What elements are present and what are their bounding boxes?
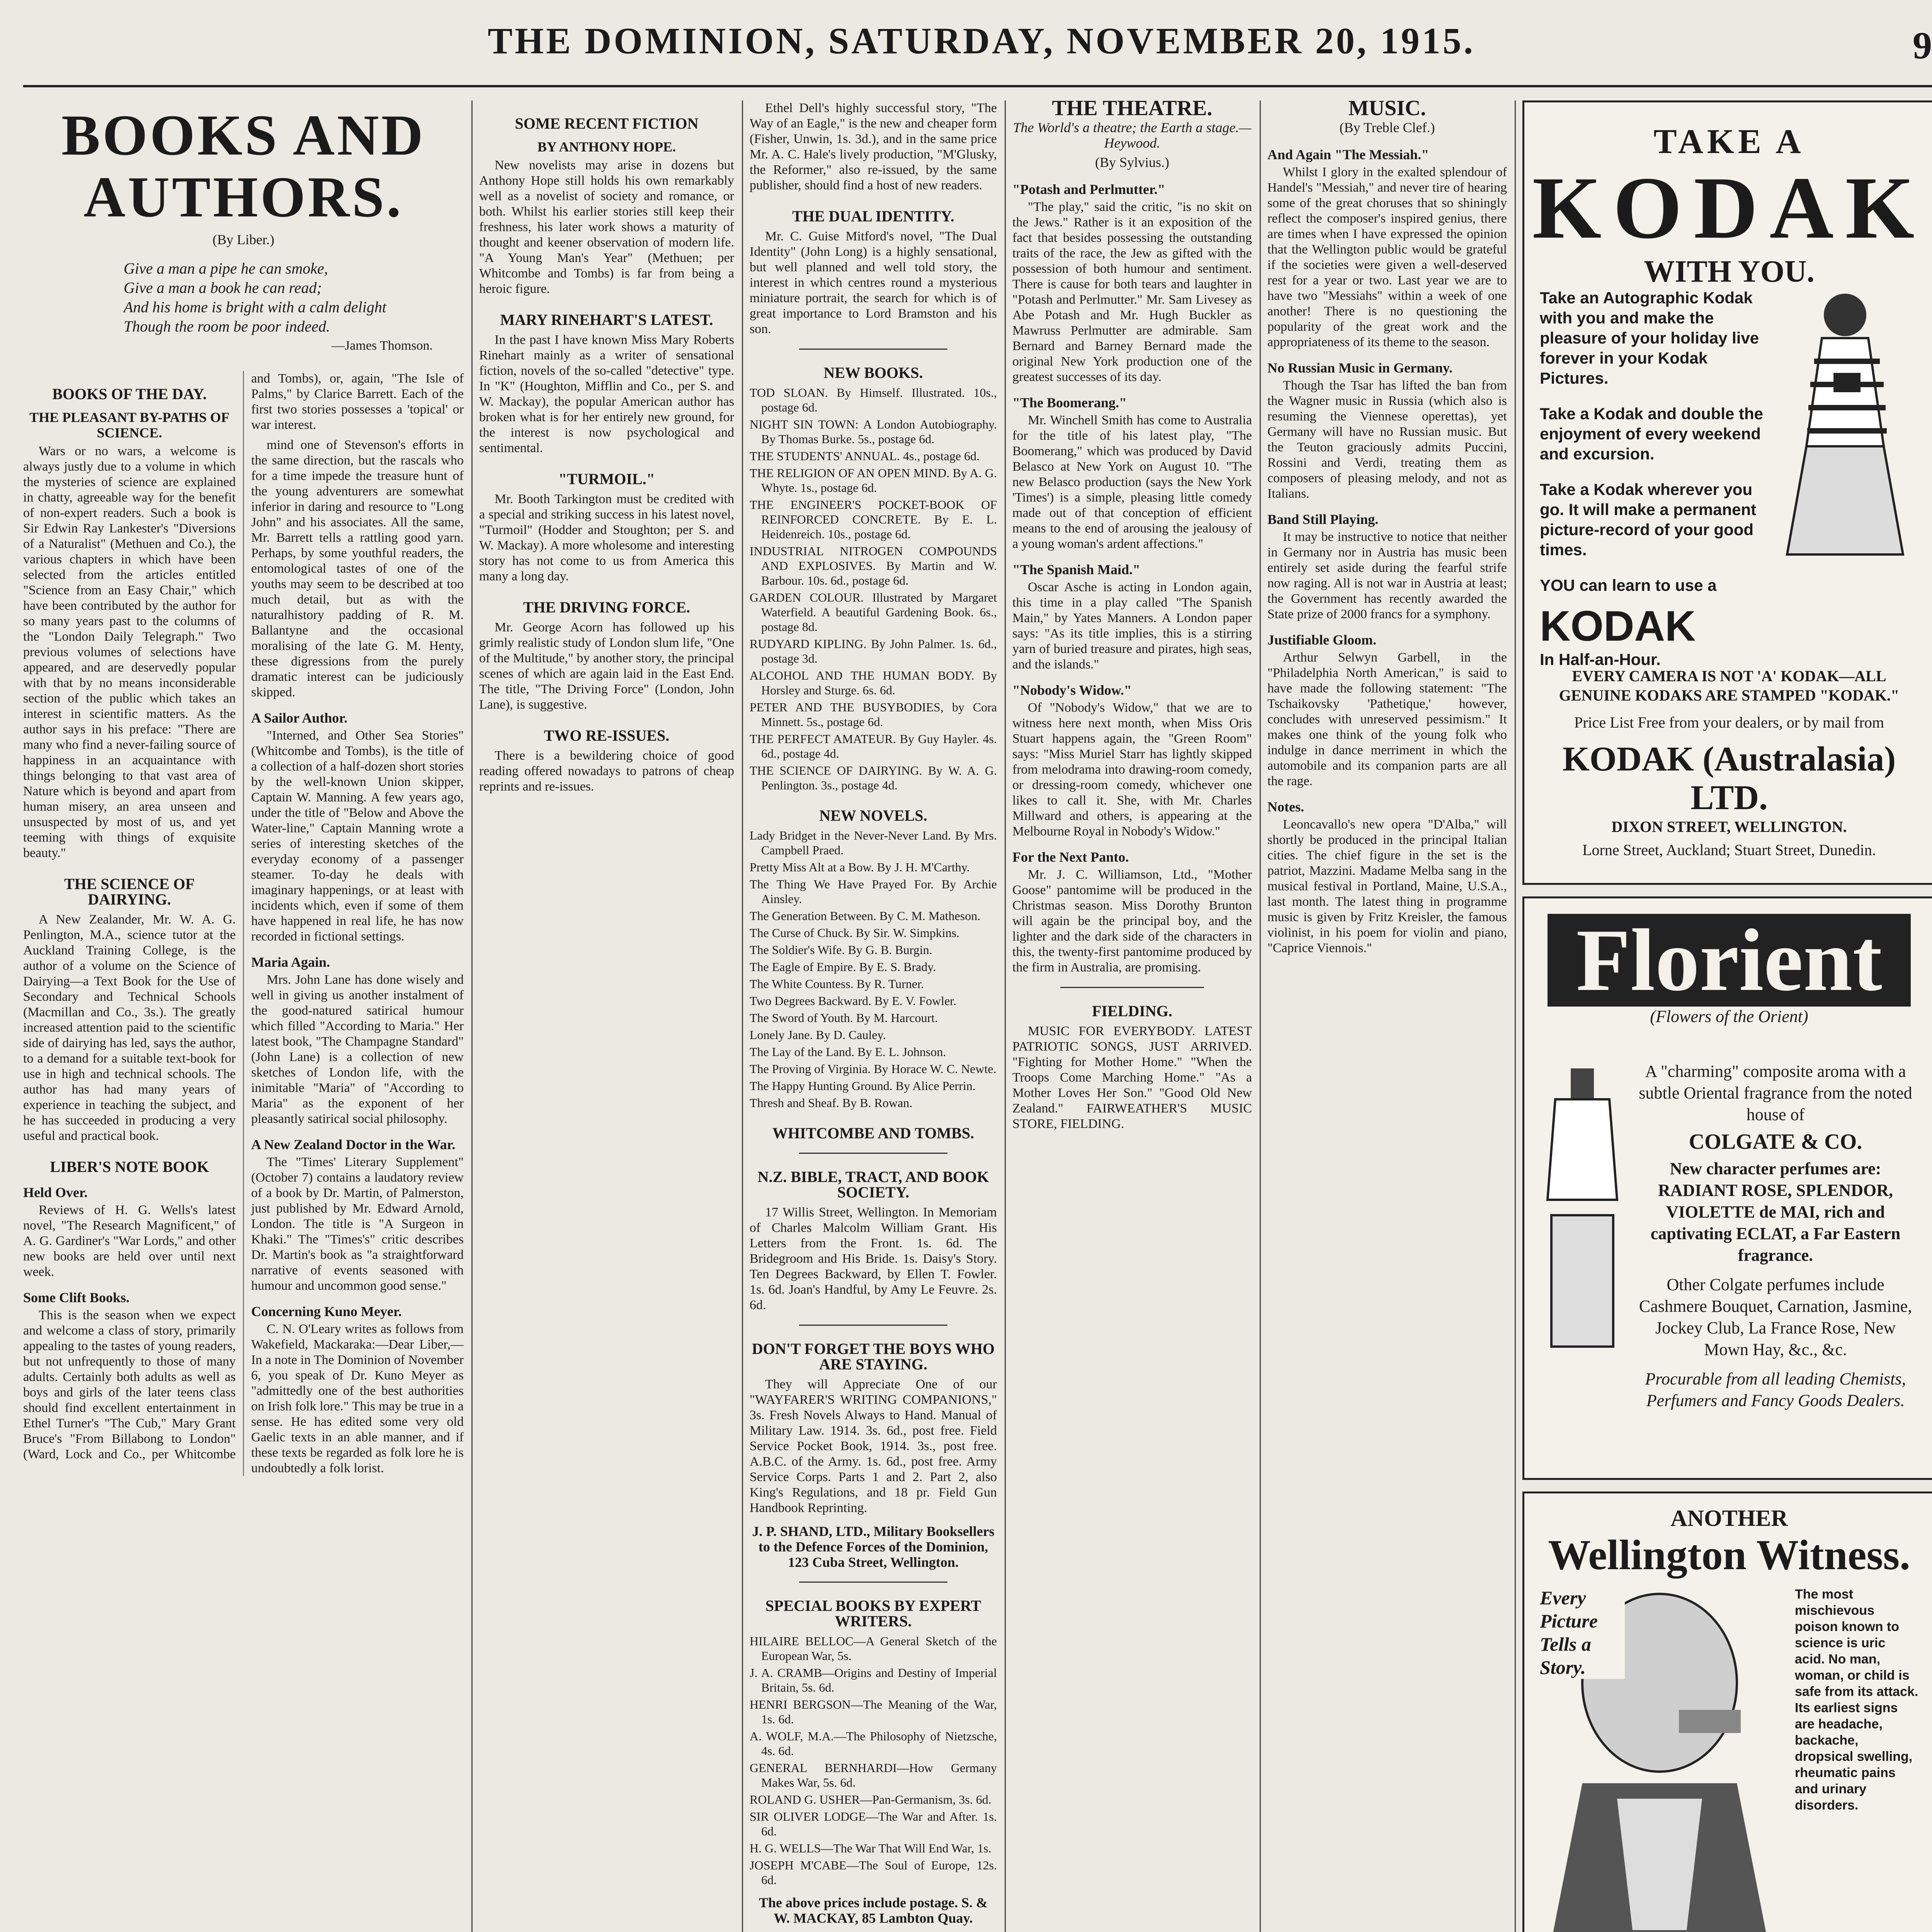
dont-forget-heading: DON'T FORGET THE BOYS WHO ARE STAYING.: [752, 1340, 995, 1373]
poem-line: And his home is bright with a calm delight: [124, 298, 386, 316]
poem-line: Give a man a book he can read;: [124, 279, 322, 296]
theatre-text: Mr. J. C. Williamson, Ltd., "Mother Goose" pantomime will be produced in the Christmas season. Miss Dorothy Brunton will again be the principal boy, and the lighter and the dark side of the characters in this, the twenty-first pantomime produced by the firm in Australia, are promising.: [1012, 867, 1252, 975]
column-3: [750, 100, 997, 1932]
list-item: ROLAND G. USHER—Pan-Germanism, 3s. 6d.: [750, 1793, 992, 1806]
theatre-text: Oscar Asche is acting in London again, this time in a play called "The Spanish Main," by Yates Manners. A London paper says: "As its title implies, this is a stirring yarn of buried treasure and pirates, high seas, and the islands.": [1012, 580, 1252, 672]
kodak-wordmark: KODAK: [1540, 602, 1696, 650]
music-text: Though the Tsar has lifted the ban from the Wagner music in Russia (which also is resuming the Viennese operettas), yet Germany will have no Russian music. But the Teuton graciously admits Puccini, Rossini and Verdi, treating them as composers of pleasing melody, and not as Italians.: [1267, 378, 1507, 501]
list-item: J. A. CRAMB—Origins and Destiny of Imperial Britain, 5s. 6d.: [750, 1666, 997, 1694]
books-of-day-text: Wars or no wars, a welcome is always justly due to a volume in which the mysteries of science are explained in chatty, agreeable way for the benefit of non-expert readers. Such a book is Sir Edwin Ray Lankester's "Diversions of a Naturalist" (Methuen and Co.), the various chapters in which have been selected from the articles entitled "Science from an Easy Chair," which have been contributed by the author for so many years past to the columns of the "London Daily Telegraph." Two previous volumes of selections have appeared, and are deservedly popular with that by no means inconsiderable section of the public which takes an interest in scientific matters. As the author says in his preface: "There are many who find a never-failing source of happiness in an acquaintance with things belonging to that vast area of Nature which is beyond and apart from human misery, an area unseen and unsuspected by most of us, and yet teeming with things of exquisite beauty.": [23, 444, 236, 860]
dual-identity-heading: THE DUAL IDENTITY.: [792, 207, 954, 225]
newspaper-page: [23, 15, 1932, 1932]
page-number: 9: [1913, 24, 1932, 67]
dairying-heading: THE SCIENCE OF DAIRYING.: [64, 875, 195, 908]
list-item: Lady Bridget in the Never-Never Land. By Mrs. Campbell Praed.: [750, 828, 997, 857]
list-item: Pretty Miss Alt at a Bow. By J. H. M'Carthy.: [750, 860, 970, 874]
divider: [799, 349, 947, 350]
bible-society-text: 17 Willis Street, Wellington. In Memoriam of Charles Malcolm William Grant. His Letters from the Front. 1s. 6d. The Bridegroom and His Bride. 1s. Daisy's Story. Ten Degrees Backward, by Ellen T. Fowler. 1s. 6d. Joan's Handful, by Amy Le Feuvre. 2s. 6d.: [750, 1205, 997, 1312]
florient-subtitle: (Flowers of the Orient): [1650, 1007, 1808, 1026]
list-item: The Happy Hunting Ground. By Alice Perrin.: [750, 1079, 976, 1093]
theatre-text: "The play," said the critic, "is no skit on the Jews." Rather is it an exposition of the fact that besides possessing the outstanding traits of the race, the Jew as gifted with the possession of both humour and sentiment. There is cause for both tears and laughter in "Potash and Perlmutter." Mr. Sam Livesey as Abe Potash and Mr. Hugh Buckler as Mawruss Perlmutter are admirable. Sam Bernard and Barney Bernard made the original New York production one of the greatest successes of its day.: [1012, 200, 1252, 384]
anthony-hope-subheading: BY ANTHONY HOPE.: [537, 139, 676, 155]
list-item: THE ENGINEER'S POCKET-BOOK OF REINFORCED CONCRETE. By E. L. Heidenreich. 10s., postage 6d.: [750, 498, 997, 541]
books-byline: (By Liber.): [213, 232, 274, 247]
reissues-heading: TWO RE-ISSUES.: [544, 727, 670, 744]
kodak-warning: EVERY CAMERA IS NOT 'A' KODAK—ALL GENUINE KODAKS ARE STAMPED "KODAK.": [1559, 667, 1900, 704]
doans-side-copy: The most mischievous poison known to science is uric acid. No man, woman, or child is safe from its attack. Its earliest signs are headache, backache, dropsical swelling, rheumatic pains and urinary disorders.: [1795, 1587, 1918, 1813]
reissues-continued-text: Ethel Dell's highly successful story, "The Way of an Eagle," is the new and cheaper form (Fisher, Unwin, 1s. 3d.), and in the same price Mr. A. C. Hale's lively production, "M'Glusky, the Reformer," also re-issued, by the same publisher, should find a host of new readers.: [750, 101, 997, 192]
divider: [799, 1153, 947, 1154]
column-rule: [742, 100, 743, 1932]
col1-subcolumns: [23, 371, 464, 1476]
perfume-bottle-illustration: [1540, 1061, 1625, 1354]
music-heading: Band Still Playing.: [1267, 512, 1379, 527]
woman-with-camera-illustration: [1772, 284, 1918, 562]
poem-attribution: —James Thomson.: [332, 338, 433, 353]
col2-continued-text: mind one of Stevenson's efforts in the same direction, but the rascals who for a time impede the treasure hunt of the young adventurers are somewhat inferior in daring and resource to "Long John" and his associates. All the same, Mr. Barrett tells a rattling good yarn. Perhaps, by some youthful readers, the entomological tastes of one of the youths may seem to be described at too much detail, but as with the naturalhistory padding of R. M. Ballantyne and the occasional moralising of the late G. M. Henty, these digressions from the purely dramatic interest can be judiciously skipped.: [251, 438, 464, 699]
list-item: TOD SLOAN. By Himself. Illustrated. 10s., postage 6d.: [750, 386, 997, 414]
new-books-list: [750, 385, 997, 793]
kodak-half-hour: In Half-an-Hour.: [1540, 650, 1661, 668]
kodak-company: KODAK (Australasia) LTD.: [1562, 740, 1896, 817]
list-item: The Thing We Have Prayed For. By Archie Ainsley.: [750, 877, 997, 906]
list-item: Lonely Jane. By D. Cauley.: [750, 1028, 886, 1042]
theatre-heading: "Nobody's Widow.": [1012, 682, 1132, 698]
list-item: JOSEPH M'CABE—The Soul of Europe, 12s. 6d.: [750, 1858, 997, 1887]
music-heading: Notes.: [1267, 799, 1304, 815]
divider: [1060, 987, 1204, 988]
theatre-heading: "Potash and Perlmutter.": [1012, 182, 1165, 197]
music-text: It may be instructive to notice that neither in Germany nor in Austria has music been entirely set aside during the fearful strife now raging. All is not war in Austria at least; the Government has recently awarded the State prize of 2000 francs for a symphony.: [1267, 530, 1507, 621]
masthead: [23, 15, 1932, 87]
list-item: The Lay of the Land. By E. L. Johnson.: [750, 1045, 946, 1059]
music-byline: (By Treble Clef.): [1339, 120, 1435, 135]
reissues-text: There is a bewildering choice of good reading offered nowadays to patrons of cheap reprints and re-issues.: [479, 748, 734, 794]
poem-line: Give a man a pipe he can smoke,: [124, 260, 328, 277]
theatre-title: THE THEATRE.: [1052, 100, 1213, 120]
rinehart-text: In the past I have known Miss Mary Roberts Rinehart mainly as a writer of sensational fiction, novels of the so-called "detective" type. In "K" (Houghton, Mifflin and Co., per S. and W. Mackay), the popular American author has broken what is for her entirely new ground, for the interest is now psychological and sentimental.: [479, 333, 734, 455]
kodak-logo: KODAK: [1532, 158, 1926, 257]
list-item: The Soldier's Wife. By G. B. Burgin.: [750, 943, 932, 957]
column-rule: [1515, 100, 1516, 1932]
list-item: PETER AND THE BUSYBODIES, by Cora Minnett. 5s., postage 6d.: [750, 700, 997, 729]
nz-doctor-text: The "Times' Literary Supplement" (October 7) contains a laudatory review of a book by Dr. Martin, of Palmerston, just published by Mr. Edward Arnold, London. The title is "A Surgeon in Khaki." The "Times's" critic describes Dr. Martin's book as "a straightforward narrative of events seasoned with humour and uncommon good sense.": [251, 1155, 464, 1293]
column-1: [23, 100, 464, 1932]
column-rule: [471, 100, 473, 1932]
kodak-address: DIXON STREET, WELLINGTON.: [1611, 818, 1847, 835]
gift-books-text: This is the season when we expect and welcome a class of story, primarily appealing to the tastes of young readers, but not unfrequently to those of many adults. Certainly both adults as well as boys and girls of the later teens class should find excellent entertainment in Ethel Turner's "The Cub," Mary Grant Bruce's "From Billabong to London" (Ward, Lock and Co., per Whitcombe and Tombs), or, again, "The Isle of Palms," by Clarice Barrett. Each of the first two stories possesses a 'topical' or war interest.: [23, 371, 464, 1461]
new-novels-list: [750, 828, 997, 1110]
music-title: MUSIC.: [1348, 100, 1426, 120]
column-rule: [1005, 100, 1006, 1932]
expert-books-heading: SPECIAL BOOKS BY EXPERT WRITERS.: [765, 1597, 981, 1630]
kuno-meyer-text: C. N. O'Leary writes as follows from Wakefield, Mackaraka:—Dear Liber,—In a note in The Dominion of November 6, you speak of Dr. Kuno Meyer as "admittedly one of the best authorities on Irish folk lore." This may be true in a sense. He has edited some very old Gaelic texts in an able manner, and if these texts be regarded as folk lore he is undoubtedly a folk lorist.: [251, 1322, 464, 1475]
list-item: SIR OLIVER LODGE—The War and After. 1s. 6d.: [750, 1810, 997, 1838]
dairying-text: A New Zealander, Mr. W. A. G. Penlington, M.A., science tutor at the Auckland Training College, is the author of a volume on the Science of Dairying—a Text Book for the Use of Secondary and Technical Schools (Macmillan and Co., 3s.). The greatly increased attention paid to the scientific side of dairying has led, says the author, to a demand for a suitable text-book for use in high and technical schools. The author has had many years of experience in teaching the subject, and he has succeeded in producing a very useful and practical book.: [23, 912, 236, 1143]
theatre-heading: "The Boomerang.": [1012, 395, 1127, 410]
doans-headline: Wellington Witness.: [1548, 1531, 1910, 1578]
list-item: INDUSTRIAL NITROGEN COMPOUNDS AND EXPLOSIVES. By Martin and W. Barbour. 10s. 6d., postage 6d.: [750, 544, 997, 587]
maria-again-text: Mrs. John Lane has done wisely and well in giving us another instalment of the good-natured satirical humour which filled "According to Maria." Her latest book, "The Champagne Standard" (John Lane) is a collection of new sketches of London life, with the inimitable "Maria" of "According to Maria" as the exponent of her pleasantly satirical social philosophy.: [251, 973, 464, 1126]
divider: [799, 1325, 947, 1326]
books-poem: [124, 259, 464, 355]
divider: [799, 1582, 947, 1583]
column-2: [479, 100, 734, 1932]
kodak-para: Take an Autographic Kodak with you and make the pleasure of your holiday live forever in your Kodak Pictures.: [1540, 289, 1759, 387]
list-item: A. WOLF, M.A.—The Philosophy of Nietzsche, 4s. 6d.: [750, 1729, 997, 1758]
rinehart-heading: MARY RINEHART'S LATEST.: [500, 311, 713, 328]
list-item: The Generation Between. By C. M. Matheson.: [750, 909, 981, 923]
list-item: The Sword of Youth. By M. Harcourt.: [750, 1011, 938, 1025]
kodak-para: Take a Kodak wherever you go. It will make a permanent picture-record of your good times.: [1540, 480, 1757, 559]
driving-force-heading: THE DRIVING FORCE.: [523, 599, 690, 616]
kodak-para: Take a Kodak and double the enjoyment of every weekend and excursion.: [1540, 405, 1763, 463]
column-rule: [1260, 100, 1261, 1932]
list-item: HENRI BERGSON—The Meaning of the War, 1s. 6d.: [750, 1697, 997, 1726]
music-column: [1267, 100, 1507, 1932]
music-heading: And Again "The Messiah.": [1267, 147, 1429, 162]
fielding-music-ad: MUSIC FOR EVERYBODY. LATEST PATRIOTIC SONGS, JUST ARRIVED. "Fighting for Mother Home." "When the Troops Come Marching Home." "As a Mother Loves Her Son." "Good Old New Zealand." FAIRWEATHER'S MUSIC STORE, FIELDING.: [1012, 1024, 1252, 1131]
kodak-advertisement: [1522, 100, 1932, 885]
list-item: Thresh and Sheaf. By B. Rowan.: [750, 1096, 913, 1110]
kuno-meyer-heading: Concerning Kuno Meyer.: [251, 1304, 402, 1319]
list-item: The Proving of Virginia. By Horace W. C. Newte.: [750, 1062, 997, 1076]
science-byways-subheading: THE PLEASANT BY-PATHS OF SCIENCE.: [29, 410, 230, 440]
florient-para: Other Colgate perfumes include Cashmere Bouquet, Carnation, Jasmine, Jockey Club, La France Rose, New Mown Hay, &c., &c.: [1639, 1275, 1912, 1359]
theatre-heading: "The Spanish Maid.": [1012, 562, 1141, 577]
theatre-text: Of "Nobody's Widow," that we are to witness here next month, when Miss Oris Stuart happens again, the "Green Room" says: "Miss Muriel Starr has lightly skipped from melodrama into drawing-room comedy, or dressing-room comedy, whichever one likes to call it. She, with Mr. Charles Millward and others, is appearing at the Melbourne Royal in Nobody's Widow.": [1012, 701, 1252, 838]
shand-address: J. P. SHAND, LTD., Military Booksellers to the Defence Forces of the Dominion, 123 Cuba Street, Wellington.: [752, 1524, 995, 1570]
dual-identity-text: Mr. C. Guise Mitford's novel, "The Dual Identity" (John Long) is a highly sensational, but well planned and well told story, the interest in which centres round a mysterious miniature portrait, the search for which is of great importance to Lord Bramston and his son.: [750, 229, 997, 336]
theatre-byline: (By Sylvius.): [1095, 155, 1170, 170]
kodak-take-a: TAKE A: [1653, 122, 1805, 161]
music-text: Leoncavallo's new opera "D'Alba," will shortly be produced in the principal Italian cities. The chief figure in the set is the patriot, Mazzini. Madame Melba sang in the musical festival in Portland, Maine, U.S.A., last month. The latest thing in programme music is given by Fritz Kreisler, the famous violinist, in his poem for violin and piano, "Caprice Viennois.": [1267, 817, 1507, 955]
doans-another: ANOTHER: [1670, 1505, 1788, 1531]
music-heading: No Russian Music in Germany.: [1267, 360, 1453, 376]
list-item: THE SCIENCE OF DAIRYING. By W. A. G. Penlington. 3s., postage 4d.: [750, 764, 997, 792]
recent-fiction-heading: SOME RECENT FICTION: [515, 115, 699, 132]
list-item: GARDEN COLOUR. Illustrated by Margaret Waterfield. A beautiful Gardening Book. 6s., postage 8d.: [750, 590, 997, 634]
expert-books-list: [750, 1634, 997, 1887]
theatre-column: [1012, 100, 1252, 1932]
list-item: RUDYARD KIPLING. By John Palmer. 1s. 6d., postage 3d.: [750, 637, 997, 665]
florient-para: A "charming" composite aroma with a subtle Oriental fragrance from the noted house of: [1639, 1062, 1912, 1124]
masthead-title: THE DOMINION, SATURDAY, NOVEMBER 20, 1915.: [488, 20, 1475, 61]
colgate-name: COLGATE & CO.: [1689, 1130, 1862, 1154]
whitcombe-tombs-heading: WHITCOMBE AND TOMBS.: [772, 1124, 974, 1142]
florient-advertisement: [1522, 896, 1932, 1480]
driving-force-text: Mr. George Acorn has followed up his grimly realistic study of London slum life, "One of the Multitude," by another story, the principal scenes of which are again laid in the East End. The title, "The Driving Force" (London, John Lane), is suggestive.: [479, 620, 734, 712]
recent-fiction-text: New novelists may arise in dozens but Anthony Hope still holds his own remarkably well as a novelist of society and romance, or both. Whilst his earlier stories still keep their freshness, his later work shows a maturity of thought and keener observation of modern life. "A Young Man's Year" (Methuen; per Whitcombe and Tombs) is far from being a heroic figure.: [479, 158, 734, 296]
list-item: Two Degrees Backward. By E. V. Fowler.: [750, 994, 957, 1008]
list-item: THE STUDENTS' ANNUAL. 4s., postage 6d.: [750, 449, 980, 463]
list-item: GENERAL BERNHARDI—How Germany Makes War, 5s. 6d.: [750, 1761, 997, 1789]
florient-para: New character perfumes are: RADIANT ROSE, SPLENDOR, VIOLETTE de MAI, rich and captivating ECLAT, a Far Eastern fragrance.: [1650, 1159, 1901, 1265]
new-novels-heading: NEW NOVELS.: [819, 807, 927, 824]
nz-doctor-heading: A New Zealand Doctor in the War.: [251, 1137, 456, 1152]
kodak-branches: Lorne Street, Auckland; Stuart Street, Dunedin.: [1582, 841, 1876, 859]
doans-caption: Every Picture Tells a Story.: [1540, 1586, 1625, 1679]
held-over-text: Reviews of H. G. Wells's latest novel, "The Research Magnificent," of A. G. Gardiner's "War Lords," and other new books are held over until next week.: [23, 1203, 236, 1279]
sailor-author-text: "Interned, and Other Sea Stories" (Whitcombe and Tombs), is the title of a collection of a half-dozen short stories by the well-known Union skipper, Captain W. Manning. A few years ago, under the title of "Below and Above the Water-line," Captain Manning wrote a series of interesting sketches of the everyday economy of a passenger steamer. To-day he deals with imaginary happenings, or at least with incidents which, even if some of them have happened in real life, he has now recorded in fictional settings.: [251, 728, 464, 944]
sailor-author-heading: A Sailor Author.: [251, 710, 348, 726]
florient-logo: Florient: [1548, 914, 1911, 1007]
list-item: THE PERFECT AMATEUR. By Guy Hayler. 4s. 6d., postage 4d.: [750, 732, 997, 760]
doans-pills-advertisement: [1522, 1492, 1932, 1932]
fielding-heading: FIELDING.: [1092, 1002, 1172, 1020]
list-item: THE RELIGION OF AN OPEN MIND. By A. G. Whyte. 1s., postage 6d.: [750, 466, 997, 495]
turmoil-text: Mr. Booth Tarkington must be credited with a special and striking success in his latest novel, "Turmoil" (Hodder and Stoughton; per S. and W. Mackay). A more wholesome and interesting story has not come to us from America this many a long day.: [479, 492, 734, 583]
music-text: Arthur Selwyn Garbell, in the "Philadelphia North American," is said to have made the following statement: "The Tschaikovsky 'Pathetique,' however, concludes with unreserved pessimism." It makes one think of the young folk who indulge in dance merriment in which the automobile and its companion parts are all the rage.: [1267, 650, 1507, 788]
bible-society-heading: N.Z. BIBLE, TRACT, AND BOOK SOCIETY.: [757, 1168, 989, 1201]
list-item: The White Countess. By R. Turner.: [750, 977, 924, 991]
kodak-with-you: WITH YOU.: [1644, 255, 1815, 289]
theatre-heading: For the Next Panto.: [1012, 849, 1129, 865]
theatre-text: Mr. Winchell Smith has come to Australia for the title of his latest play, "The Boomerang," which was produced by David Belasco at New York on August 10. "The new Belasco production (says the New York 'Times') is a simple, pleasing little comedy made out of that conception of efficient means to the end of arousing the jealousy of a young woman's ardent affections.": [1012, 413, 1252, 551]
held-over-heading: Held Over.: [23, 1185, 88, 1200]
mackay-address: The above prices include postage. S. & W. MACKAY, 85 Lambton Quay.: [759, 1895, 988, 1926]
music-text: Whilst I glory in the exalted splendour of Handel's "Messiah," and never tire of hearing some of the great choruses that so shiningly reflect the composer's inspired genius, there are times when I have expressed the opinion that the Wellington public would be grateful if the societies were given a well-deserved rest for a year or two. Last year we are to have two "Messiahs" within a week of one another! There is no questioning the popularity of the great work and the appropriateness of its theme to the season.: [1267, 165, 1507, 349]
new-books-heading: NEW BOOKS.: [823, 364, 923, 381]
turmoil-heading: "TURMOIL.": [558, 470, 655, 488]
poem-line: Though the room be poor indeed.: [124, 318, 330, 335]
dont-forget-text: They will Appreciate One of our "WAYFARER'S WRITING COMPANIONS," 3s. Fresh Novels Always to Hand. Manual of Military Law. 1914. 3s. 6d., post free. Field Service Pocket Book, 1914. 3s., post free. A.B.C. of the Army. 1s. 6d., post free. Army Service Corps. Parts 1 and 2. Part 2, also King's Regulations, and 18 pr. Field Gun Handbook Reprinting.: [750, 1377, 997, 1515]
kodak-price-list: Price List Free from your dealers, or by mail from: [1574, 714, 1884, 731]
gift-books-heading: Some Clift Books.: [23, 1290, 130, 1305]
list-item: The Eagle of Empire. By E. S. Brady.: [750, 960, 936, 974]
maria-again-heading: Maria Again.: [251, 954, 330, 970]
florient-para: Procurable from all leading Chemists, Perfumers and Fancy Goods Dealers.: [1645, 1369, 1906, 1410]
list-item: H. G. WELLS—The War That Will End War, 1s.: [750, 1841, 992, 1855]
florient-copy: [1633, 1061, 1918, 1412]
theatre-motto: The World's a theatre; the Earth a stage.—Heywood.: [1013, 120, 1252, 151]
kodak-copy: [1540, 288, 1764, 670]
books-and-authors-title: BOOKS AND AUTHORS.: [61, 103, 425, 229]
list-item: The Curse of Chuck. By Sir. W. Simpkins.: [750, 926, 960, 940]
list-item: ALCOHOL AND THE HUMAN BODY. By Horsley and Sturge. 6s. 6d.: [750, 668, 997, 697]
list-item: NIGHT SIN TOWN: A London Autobiography. By Thomas Burke. 5s., postage 6d.: [750, 417, 997, 446]
liber-note-book-heading: LIBER'S NOTE BOOK: [50, 1158, 209, 1175]
kodak-footer: [1540, 667, 1918, 860]
kodak-para: YOU can learn to use a: [1540, 576, 1717, 594]
list-item: HILAIRE BELLOC—A General Sketch of the European War, 5s.: [750, 1634, 997, 1663]
music-heading: Justifiable Gloom.: [1267, 632, 1377, 648]
books-of-day-heading: BOOKS OF THE DAY.: [52, 385, 207, 403]
